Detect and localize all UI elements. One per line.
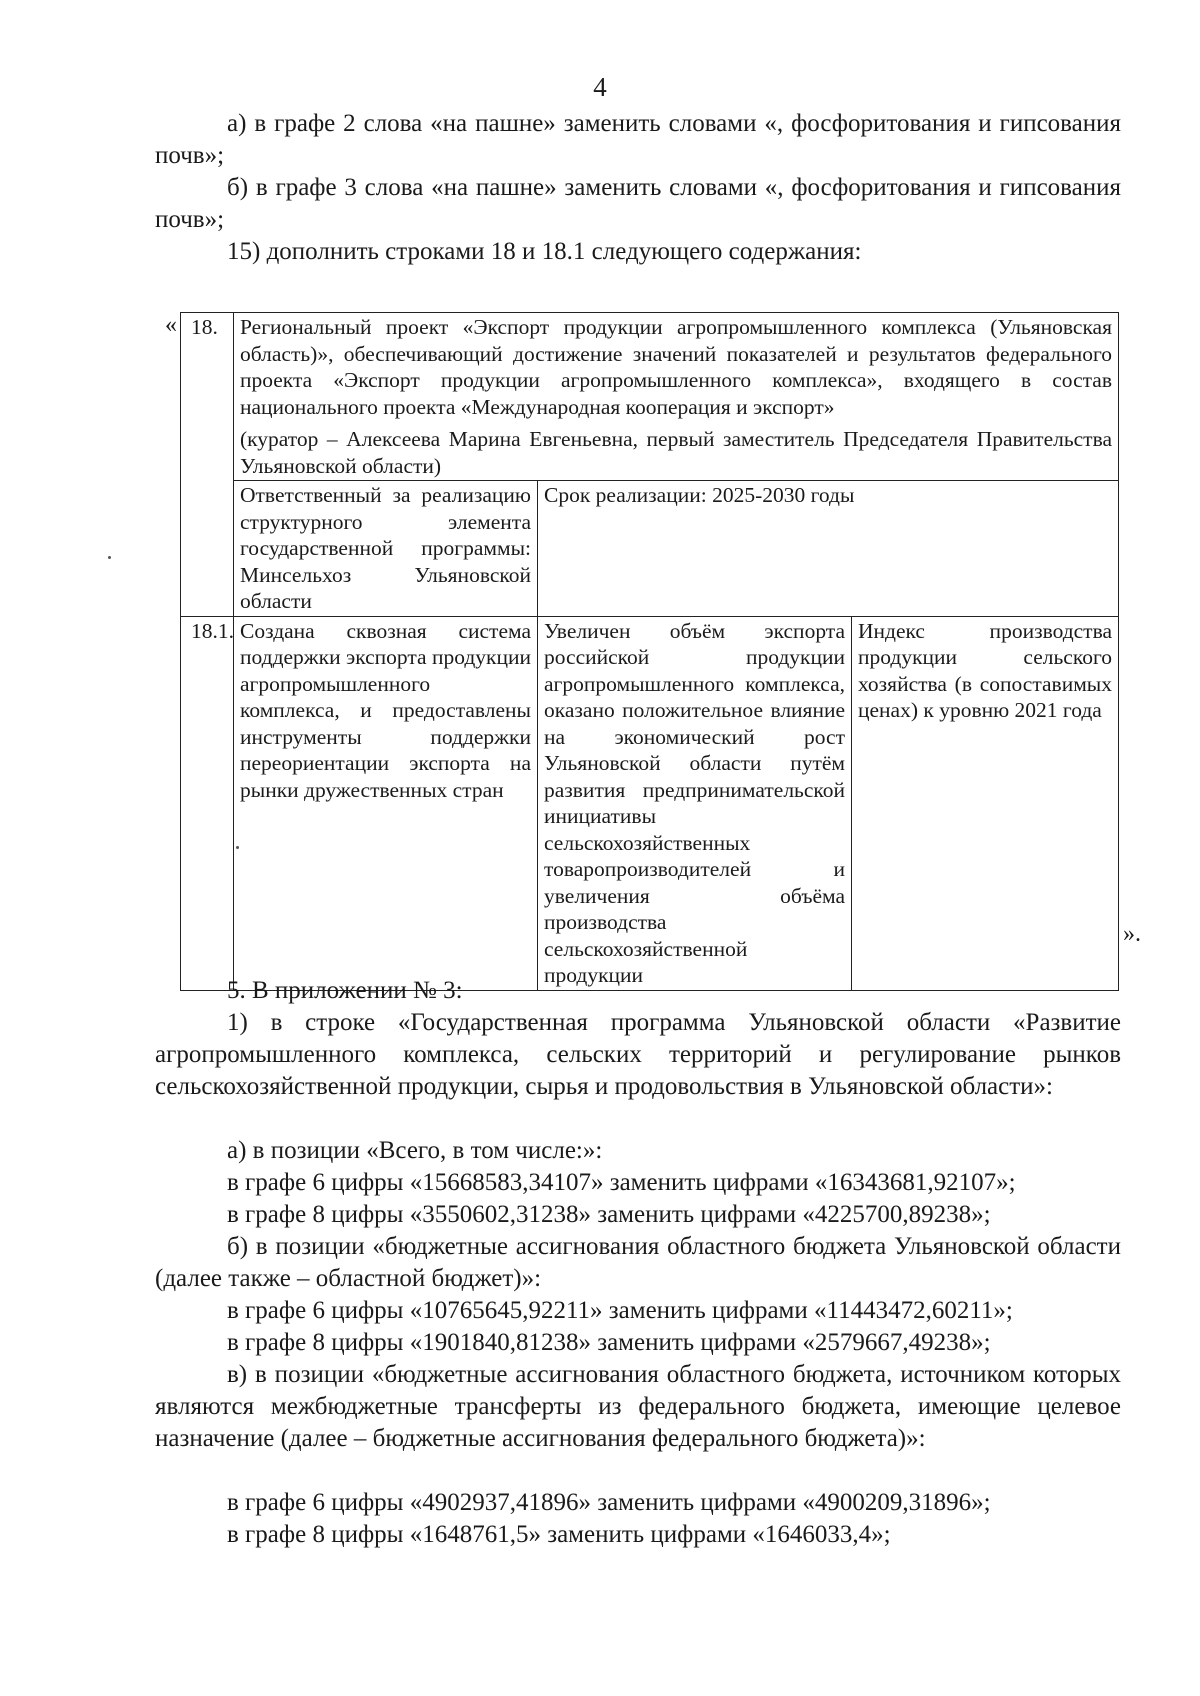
row-18-project-text: Региональный проект «Экспорт продукции агропромышленного комплекса (Ульяновская область)», обеспечивающий достижение значений показателей и результатов федерального проекта «Экспорт продукции агропромышленного комплекса», входящего в состав национального проекта «Международная кооперация и экспорт» (240, 315, 1112, 419)
scan-speck (236, 846, 239, 849)
row-18-number: 18. (181, 313, 234, 617)
position-c-column-8: в графе 8 цифры «1648761,5» заменить цифрами «1646033,4»; (227, 1521, 891, 1548)
table-row (181, 481, 1119, 617)
position-b-column-8: в графе 8 цифры «1901840,81238» заменить цифрами «2579667,49238»; (227, 1329, 991, 1356)
position-a-title: а) в позиции «Всего, в том числе:»: (227, 1137, 603, 1164)
position-a-column-8: в графе 8 цифры «3550602,31238» заменить цифрами «4225700,89238»; (227, 1201, 991, 1228)
row-18-curator-text: (куратор – Алексеева Марина Евгеньевна, первый заместитель Председателя Правительства Ульяновской области) (240, 427, 1112, 478)
position-b-title: б) в позиции «бюджетные ассигнования областного бюджета Ульяновской области (далее также – областной бюджет)»: (155, 1233, 1121, 1292)
row-18-project-cell (234, 313, 1119, 481)
scan-speck (108, 556, 111, 559)
section-5-item-1: 1) в строке «Государственная программа Ульяновской области «Развитие агропромышленного комплекса, сельских территорий и регулирование рынков сельскохозяйственной продукции, сырья и продовольствия в Ульяновской области»: (155, 1009, 1121, 1100)
row-18-responsible: Ответственный за реализацию структурного элемента государственной программы: Минсельхоз Ульяновской области (234, 481, 538, 617)
inserted-rows-table (180, 312, 1119, 991)
row-18-1-task: Создана сквозная система поддержки экспорта продукции агропромышленного комплекса, и предоставлены инструменты поддержки переориентации экспорта на рынки дружественных стран (234, 616, 538, 990)
amendment-item-b: б) в графе 3 слова «на пашне» заменить словами «, фосфоритования и гипсования почв»; (155, 174, 1121, 233)
section-5-heading: 5. В приложении № 3: (227, 977, 463, 1004)
row-18-term: Срок реализации: 2025-2030 годы (538, 481, 1119, 617)
position-c-column-6: в графе 6 цифры «4902937,41896» заменить цифрами «4900209,31896»; (227, 1489, 991, 1516)
amendment-item-a: а) в графе 2 слова «на пашне» заменить словами «, фосфоритования и гипсования почв»; (155, 110, 1121, 169)
position-a-column-6: в графе 6 цифры «15668583,34107» заменить цифрами «16343681,92107»; (227, 1169, 1016, 1196)
table-opening-quote: « (165, 312, 177, 338)
table-closing-quote: ». (1123, 921, 1141, 947)
page-number: 4 (593, 72, 607, 102)
amendment-item-15: 15) дополнить строками 18 и 18.1 следующего содержания: (227, 238, 862, 265)
table-row (181, 616, 1119, 990)
row-18-1-effect: Увеличен объём экспорта российской продукции агропромышленного комплекса, оказано положительное влияние на экономический рост Ульяновской области путём развития предпринимательской инициативы сельскохозяйственных товаропроизводителей и увеличения объёма производства сельскохозяйственной продукции (538, 616, 852, 990)
row-18-1-indicator: Индекс производства продукции сельского хозяйства (в сопоставимых ценах) к уровню 2021 года (852, 616, 1119, 990)
position-b-column-6: в графе 6 цифры «10765645,92211» заменить цифрами «11443472,60211»; (227, 1297, 1013, 1324)
position-c-title: в) в позиции «бюджетные ассигнования областного бюджета, источником которых являются межбюджетные трансферты из федерального бюджета, имеющие целевое назначение (далее – бюджетные ассигнования федерального бюджета)»: (155, 1361, 1121, 1452)
row-18-1-number: 18.1. (181, 616, 234, 990)
table-row (181, 313, 1119, 481)
